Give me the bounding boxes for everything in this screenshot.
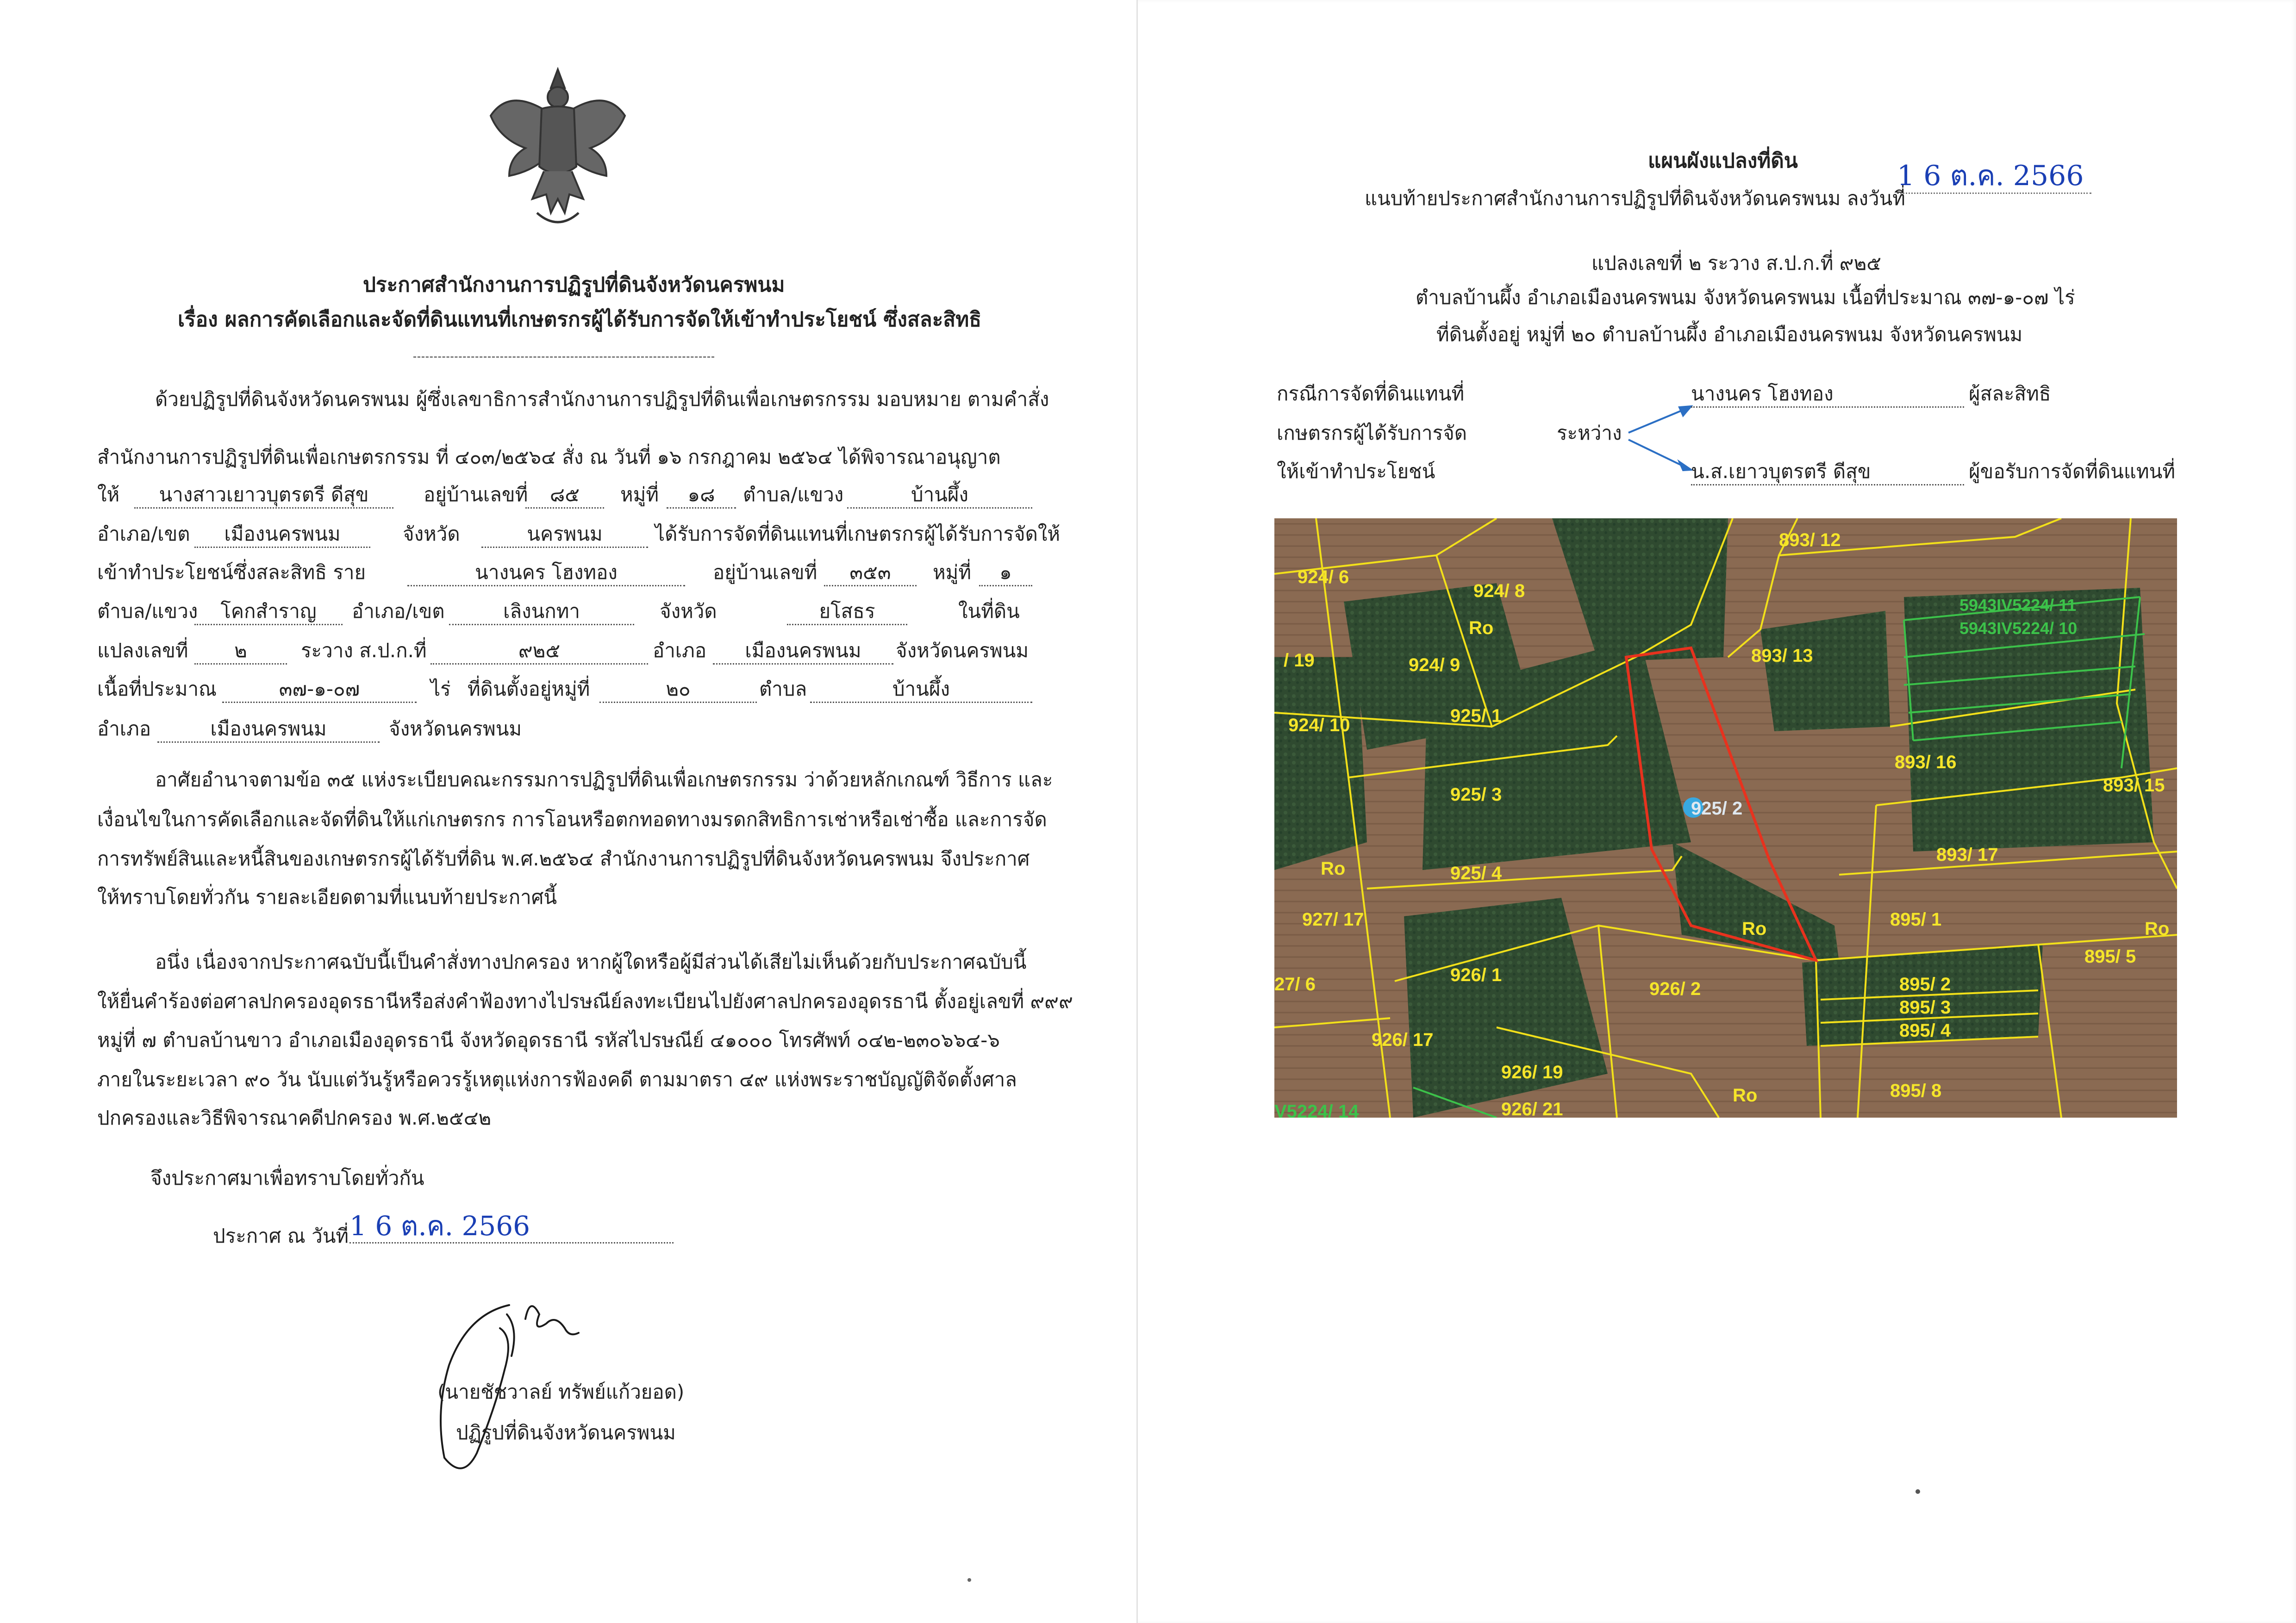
case-line2: เกษตรกรผู้ได้รับการจัด <box>1277 422 1467 444</box>
label-province-3: จังหวัดนครพนม <box>896 639 1029 662</box>
page-mark <box>1915 1489 1920 1494</box>
label-tambon-2: ตำบล/แขวง <box>97 600 198 622</box>
para1-line2: สำนักงานการปฏิรูปที่ดินเพื่อเกษตรกรรม ที่ ๔๐๓/๒๕๖๔ สั่ง ณ วันที่ ๑๖ กรกฎาคม ๒๕๖๔ ได้พิจารณาอนุญาต <box>97 446 1001 468</box>
announcement-title: ประกาศสำนักงานการปฏิรูปที่ดินจังหวัดนครพนม <box>363 273 785 297</box>
map-label: 926/ 19 <box>1501 1062 1563 1082</box>
field-sheet: ๙๒๕ <box>430 641 648 665</box>
para3-line3: หมู่ที่ ๗ ตำบลบ้านขาว อำเภอเมืองอุดรธานี จังหวัดอุดรธานี รหัสไปรษณีย์ ๔๑๐๐๐ โทรศัพท์ ๐๔๒-๒๓๐๖๖๔-๖ <box>97 1029 1000 1051</box>
label-amphoe-4: อำเภอ <box>97 717 151 740</box>
map-page-title: แผนผังแปลงที่ดิน <box>1648 149 1798 173</box>
para2-line4: ให้ทราบโดยทั่วกัน รายละเอียดตามที่แนบท้ายประกาศนี้ <box>97 886 557 908</box>
signer-name: (นายชัชวาลย์ ทรัพย์แก้วยอด) <box>437 1380 685 1403</box>
field-tambon-2: โคกสำราญ <box>194 602 343 625</box>
signer-title: ปฏิรูปที่ดินจังหวัดนครพนม <box>456 1421 676 1444</box>
field-amphoe-4: เมืองนครพนม <box>157 719 380 743</box>
map-label: 895/ 2 <box>1899 974 1951 995</box>
map-label: Ro <box>2145 919 2170 939</box>
page-mark <box>967 1578 971 1582</box>
field-plot-no: ๒ <box>194 641 287 665</box>
map-label: 924/ 10 <box>1288 715 1350 735</box>
label-province-4: จังหวัดนครพนม <box>389 717 522 740</box>
party2-role: ผู้ขอรับการจัดที่ดินแทนที่ <box>1969 460 2176 483</box>
party1-role: ผู้สละสิทธิ <box>1969 382 2051 405</box>
field-amphoe-3: เมืองนครพนม <box>713 641 893 665</box>
field-recipient-name: นางสาวเยาวบุตรตรี ดีสุข <box>134 485 393 509</box>
label-rai: ไร่ <box>430 678 451 700</box>
map-label: 925/ 1 <box>1450 706 1502 726</box>
field-tambon-3: บ้านผึ้ง <box>810 679 1032 703</box>
closing-line: จึงประกาศมาเพื่อทราบโดยทั่วกัน <box>150 1167 424 1189</box>
field-moo-2: ๑ <box>979 563 1032 586</box>
map-label: Ro <box>1742 919 1767 939</box>
label-to: ให้ <box>97 483 120 506</box>
field-tambon: บ้านผึ้ง <box>847 485 1032 509</box>
label-area: เนื้อที่ประมาณ <box>97 678 217 700</box>
label-site-moo: ที่ดินตั้งอยู่หมู่ที่ <box>468 678 590 700</box>
site-line: ที่ดินตั้งอยู่ หมู่ที่ ๒๐ ตำบลบ้านผึ้ง อำเภอเมืองนครพนม จังหวัดนครพนม <box>1436 323 2023 346</box>
label-amphoe: อำเภอ/เขต <box>97 522 190 545</box>
para3-line1: อนึ่ง เนื่องจากประกาศฉบับนี้เป็นคำสั่งทางปกครอง หากผู้ใดหรือผู้มีส่วนได้เสียไม่เห็นด้วยกับประกาศฉบับนี้ <box>155 951 1027 973</box>
map-label: 893/ 17 <box>1936 845 1998 865</box>
field-province: นครพนม <box>481 524 648 548</box>
map-label: Ro <box>1469 618 1494 638</box>
map-label: 893/ 12 <box>1779 530 1841 550</box>
field-waiver-name: นางนคร โฮงทอง <box>407 563 685 586</box>
branch-arrows-icon <box>1138 0 2296 509</box>
map-label: 925/ 2 <box>1691 798 1743 819</box>
case-line3: ให้เข้าทำประโยชน์ <box>1277 460 1435 483</box>
label-amphoe-2: อำเภอ/เขต <box>352 600 445 622</box>
map-label: 895/ 4 <box>1899 1020 1951 1041</box>
field-province-2: ยโสธร <box>787 602 907 625</box>
party2-name: น.ส.เยาวบุตรตรี ดีสุข <box>1691 462 1964 485</box>
map-label: 5943IV5224/ 11 <box>1959 596 2077 615</box>
para1-line1: ด้วยปฏิรูปที่ดินจังหวัดนครพนม ผู้ซึ่งเลขาธิการสำนักงานการปฏิรูปที่ดินเพื่อเกษตรกรรม มอบหมาย ตามคำสั่ง <box>155 388 1049 410</box>
label-province: จังหวัด <box>403 522 460 545</box>
map-label: 924/ 6 <box>1298 567 1349 587</box>
map-label: 895/ 8 <box>1890 1081 1942 1101</box>
field-area: ๓๗-๑-๐๗ <box>222 679 417 703</box>
field-house-no-2: ๓๕๓ <box>824 563 917 586</box>
field-amphoe-2: เลิงนกทา <box>449 602 634 625</box>
announcement-subject: เรื่อง ผลการคัดเลือกและจัดที่ดินแทนที่เกษตรกรผู้ได้รับการจัดให้เข้าทำประโยชน์ ซึ่งสละสิทธิ <box>178 308 982 331</box>
map-label: 927/ 17 <box>1302 909 1364 930</box>
para1-line4-tail: ได้รับการจัดที่ดินแทนที่เกษตรกรผู้ได้รับการจัดให้ <box>655 522 1061 545</box>
announce-date-handwritten: 1 6 ต.ค. 2566 <box>349 1213 674 1244</box>
para3-line5: ปกครองและวิธีพิจารณาคดีปกครอง พ.ศ.๒๕๔๒ <box>97 1107 492 1129</box>
label-tambon: ตำบล/แขวง <box>743 483 844 506</box>
map-label: Ro <box>1321 858 1346 879</box>
map-label: 893/ 15 <box>2103 775 2165 796</box>
map-label: 5943IV5224/ 10 <box>1959 619 2078 638</box>
label-moo-2: หมู่ที่ <box>933 561 972 584</box>
label-house-no: อยู่บ้านเลขที่ <box>424 483 528 506</box>
map-label: / 19 <box>1284 650 1315 671</box>
map-label: 926/ 21 <box>1501 1099 1563 1118</box>
label-plot-no: แปลงเลขที่ <box>97 639 188 662</box>
map-label: 926/ 2 <box>1649 979 1701 999</box>
para1-line5-head: เข้าทำประโยชน์ซึ่งสละสิทธิ ราย <box>97 561 366 584</box>
para2-line2: เงื่อนไขในการคัดเลือกและจัดที่ดินให้แก่เกษตรกร การโอนหรือตกทอดทางมรดกสิทธิการเช่าหรือเช่าซื้อ และการจัด <box>97 808 1047 831</box>
field-amphoe: เมืองนครพนม <box>194 524 370 548</box>
party1-name: นางนคร โฮงทอง <box>1691 384 1964 408</box>
label-house-no-2: อยู่บ้านเลขที่ <box>713 561 817 584</box>
map-label: Ro <box>1733 1085 1758 1106</box>
case-line1: กรณีการจัดที่ดินแทนที่ <box>1277 382 1465 405</box>
plot-map-page <box>1136 0 2296 1623</box>
location-line: ตำบลบ้านผึ้ง อำเภอเมืองนครพนม จังหวัดนครพนม เนื้อที่ประมาณ ๓๗-๑-๐๗ ไร่ <box>1416 286 2075 309</box>
between-label: ระหว่าง <box>1557 422 1622 444</box>
map-label: 893/ 16 <box>1895 752 1957 772</box>
label-amphoe-3: อำเภอ <box>653 639 707 662</box>
attach-line: แนบท้ายประกาศสำนักงานการปฏิรูปที่ดินจังหวัดนครพนม ลงวันที่ <box>1365 187 1905 210</box>
para2-line1: อาศัยอำนาจตามข้อ ๓๕ แห่งระเบียบคณะกรรมการปฏิรูปที่ดินเพื่อเกษตรกรรม ว่าด้วยหลักเกณฑ์ วิธีการ และ <box>155 768 1053 791</box>
label-sheet: ระวาง ส.ป.ก.ที่ <box>301 639 427 662</box>
field-site-moo: ๒๐ <box>599 679 757 703</box>
announce-date-label: ประกาศ ณ วันที่ <box>213 1225 349 1247</box>
plot-line: แปลงเลขที่ ๒ ระวาง ส.ป.ก.ที่ ๙๒๕ <box>1591 252 1882 274</box>
map-label: 27/ 6 <box>1274 974 1316 995</box>
para2-line3: การทรัพย์สินและหนี้สินของเกษตรกรผู้ได้รับที่ดิน พ.ศ.๒๕๖๔ สำนักงานการปฏิรูปที่ดินจังหวัดนครพนม จึงประกาศ <box>97 847 1030 870</box>
para3-line2: ให้ยื่นคำร้องต่อศาลปกครองอุดรธานีหรือส่งคำฟ้องทางไปรษณีย์ลงทะเบียนไปยังศาลปกครองอุดรธานี ตั้งอยู่เลขที่ ๙๙๙ <box>97 990 1073 1013</box>
map-label: 925/ 4 <box>1450 863 1502 883</box>
label-in-land: ในที่ดิน <box>958 600 1020 622</box>
map-label: 895/ 3 <box>1899 997 1951 1018</box>
map-label: 926/ 1 <box>1450 965 1502 985</box>
garuda-emblem-icon <box>481 60 634 236</box>
announcement-page <box>0 0 1136 1623</box>
map-label: 893/ 13 <box>1751 646 1813 666</box>
map-label: 926/ 17 <box>1372 1030 1434 1050</box>
label-moo: หมู่ที่ <box>620 483 659 506</box>
map-label: 895/ 5 <box>2084 946 2136 967</box>
field-house-no: ๘๕ <box>525 485 604 509</box>
field-moo: ๑๘ <box>667 485 736 509</box>
label-tambon-3: ตำบล <box>759 678 807 700</box>
label-province-2: จังหวัด <box>660 600 717 622</box>
cadastral-aerial-map <box>1274 518 2177 1118</box>
title-divider <box>413 356 714 358</box>
map-label: 895/ 1 <box>1890 909 1942 930</box>
map-label: 925/ 3 <box>1450 784 1502 805</box>
map-label: 924/ 9 <box>1409 655 1460 675</box>
attach-date-handwritten: 1 6 ต.ค. 2566 <box>1897 162 2091 194</box>
map-label: 924/ 8 <box>1473 581 1525 601</box>
para3-line4: ภายในระยะเวลา ๙๐ วัน นับแต่วันรู้หรือควรรู้เหตุแห่งการฟ้องคดี ตามมาตรา ๔๙ แห่งพระราชบัญญัติจัดตั้งศาล <box>97 1068 1017 1091</box>
map-label: V5224/ 14 <box>1274 1101 1359 1118</box>
